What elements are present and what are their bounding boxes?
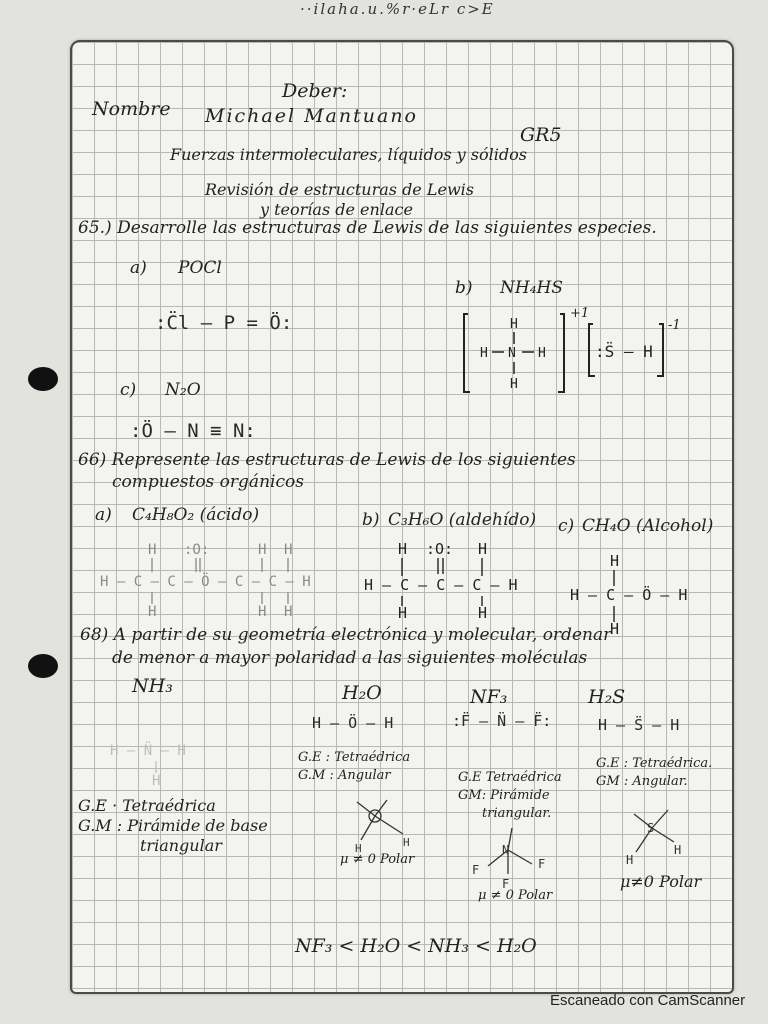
h2o-electronic-geometry: G.E : Tetraédrica [298,750,411,765]
svg-text:H: H [258,604,267,620]
nh3-molecular-geometry: G.M : Pirámide de base [78,816,268,835]
svg-text:H: H [398,540,408,558]
svg-text:F: F [538,857,546,871]
q66-a-lewis-structure [98,540,338,624]
svg-text:H: H [480,346,488,361]
svg-text:H: H [626,853,634,867]
h2o-polarity: μ ≠ 0 Polar [340,852,415,867]
svg-text:H – C – Ö – H: H – C – Ö – H [570,586,688,604]
q68-prompt-line-1: 68) A partir de su geometría electrónica y molecular, ordenar [80,625,612,645]
q66-prompt-line-2: compuestos orgánicos [112,472,304,492]
h2s-3d-sketch [612,800,702,874]
svg-text:N: N [508,346,516,361]
svg-text:H: H [148,542,157,558]
h2o-molecular-geometry: G.M : Angular [298,768,391,783]
svg-text:H: H [510,317,518,332]
topic-line-2: Revisión de estructuras de Lewis [205,180,474,199]
q65-b-lewis-hydrosulfide [585,320,675,384]
q66-c-label: c) [558,516,575,536]
svg-text:H: H [403,836,410,849]
q66-a-formula: C₄H₈O₂ (ácido) [132,505,260,525]
svg-text:H: H [538,346,546,361]
q66-prompt-line-1: 66) Represente las estructuras de Lewis de los siguientes [78,450,576,470]
molecule-h2o-formula: H₂O [342,682,382,704]
h2o-lewis: H – Ö – H [312,714,394,732]
q65-a-formula: POCl [178,258,222,278]
nf3-molecular-geometry: GM: Pirámide [458,788,550,803]
nh3-molecular-geometry-cont: triangular [140,836,222,855]
q65-c-label: c) [120,380,137,400]
polarity-order-answer: NF₃ < H₂O < NH₃ < H₂O [295,935,537,957]
h2s-polarity: μ≠0 Polar [620,872,702,891]
nf3-polarity: μ ≠ 0 Polar [478,888,553,903]
q66-b-label: b) [362,510,380,530]
svg-text:H: H [610,552,620,570]
q65-c-formula: N₂O [165,380,201,400]
q66-c-formula: CH₄O (Alcohol) [582,516,714,536]
nf3-3d-sketch [462,822,562,896]
name-label: Nombre [92,98,171,120]
svg-text:H: H [258,542,267,558]
q66-a-label: a) [95,505,112,525]
nf3-molecular-geometry-cont: triangular. [482,806,552,821]
svg-text:H: H [510,377,518,392]
svg-text:H: H [478,604,488,622]
q68-prompt-line-2: de menor a mayor polaridad a las siguientes moléculas [112,648,588,668]
svg-text::O:: :O: [184,542,210,558]
q65-c-lewis: :Ö – N ≡ N: [130,420,256,442]
binder-hole-icon [28,367,58,391]
svg-text:H: H [610,620,620,638]
h2s-lewis: H – S̈ – H [598,716,680,734]
svg-text:S: S [647,821,655,835]
svg-text:H: H [478,540,488,558]
svg-text:H: H [152,773,161,789]
svg-text:H – C – C – C – H: H – C – C – C – H [364,576,518,594]
nh3-lewis-faint [108,735,198,799]
molecule-nh3-formula: NH₃ [132,675,173,697]
topic-line-1: Fuerzas intermoleculares, líquidos y sólidos [170,145,527,164]
binder-hole-icon [28,654,58,678]
q65-a-lewis: :C̈l – P = Ö: [155,312,293,334]
svg-text:H: H [284,542,293,558]
svg-text:N: N [502,843,510,857]
topic-line-3: y teorías de enlace [260,200,413,219]
svg-text:H: H [355,842,362,855]
svg-text:H: H [674,843,682,857]
q65-b-label: b) [455,278,473,298]
nh3-electronic-geometry: G.E · Tetraédrica [78,796,216,815]
q65-prompt: 65.) Desarrolle las estructuras de Lewis de las siguientes especies. [78,218,657,238]
q65-b-charge-positive: +1 [570,306,590,321]
student-name: Michael Mantuano [205,105,418,127]
svg-text:H – N̈ – H: H – N̈ – H [110,743,186,759]
camscanner-watermark: Escaneado con CamScanner [550,992,746,1009]
svg-text:H: H [398,604,408,622]
molecule-h2s-formula: H₂S [588,686,626,708]
q66-b-formula: C₃H₆O (aldehído) [388,510,537,530]
q66-b-lewis-structure [362,540,532,624]
svg-text:H: H [148,604,157,620]
molecule-nf3-formula: NF₃ [470,686,508,708]
svg-text:F: F [472,863,480,877]
svg-text::O:: :O: [426,540,454,558]
svg-text:H – C – C – Ö – C – C – H: H – C – C – Ö – C – C – H [100,574,311,590]
svg-text::S̈ – H: :S̈ – H [595,342,653,361]
h2s-molecular-geometry: GM : Angular. [596,774,688,789]
h2s-electronic-geometry: G.E : Tetraédrica. [596,756,713,771]
svg-text:F: F [502,877,510,891]
q65-b-charge-negative: -1 [668,318,681,333]
previous-page-edge-text: ··ilaha.u.%r·eLr c>E [300,0,495,18]
nf3-lewis: :F̈ – N̈ – F̈: [452,712,552,730]
page-title: Deber: [282,80,348,102]
q65-a-label: a) [130,258,147,278]
nf3-electronic-geometry: G.E Tetraédrica [458,770,562,785]
q65-b-formula: NH₄HS [500,278,563,298]
svg-text:H: H [284,604,293,620]
group-code: GR5 [520,124,562,146]
